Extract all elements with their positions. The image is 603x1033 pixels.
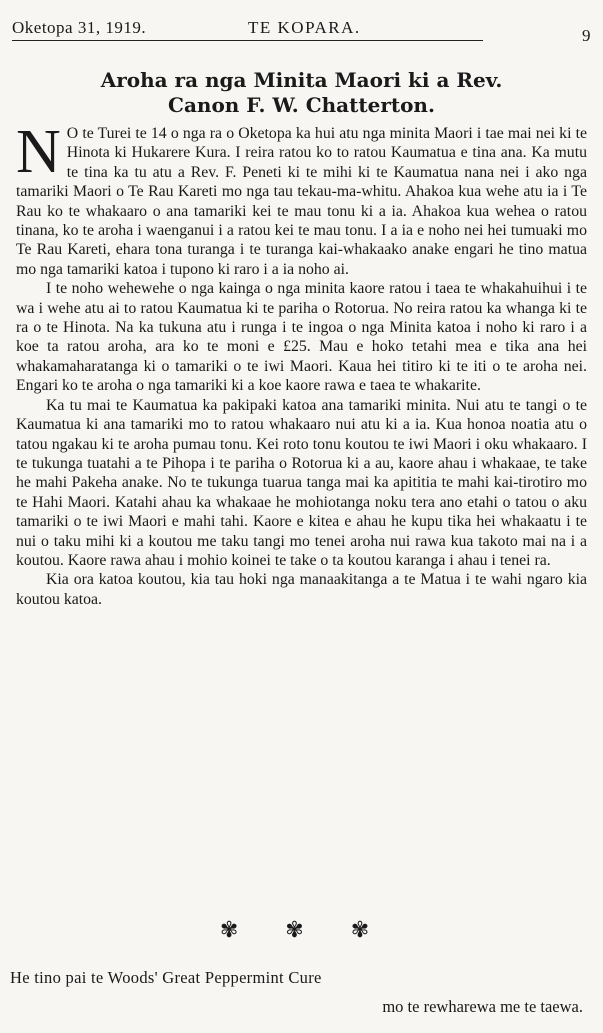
header-rule	[12, 40, 483, 41]
paragraph-1-text: O te Turei te 14 o nga ra o Oketopa ka hui atu nga minita Maori i tae mai nei ki te Hinota ki Hukarere Kura. I reira ratou ko to ratou Kaumatua e tina ana. Ka mutu te tina ka tu atu a Rev. F. Peneti ki te mihi ki te Kaumatua nana nei i ako nga tamariki Maori o Te Rau Kareti mo nga tau tekau-ma-whitu. Ahakoa kua wehe atu ia i Te Rau ko te whakaaro o ana tamariki kei te mau tonu ki a ia. Ahakoa kua wehea o ratou tinana, ko te aroha i waenganui i a ratou kei te mau tonu. I a ia e noho nei hei tumuaki mo Te Rau Kareti, ehara tona turanga i te turanga kai-whakaako anake engari he tino matua mo nga tamariki katoa i tupono ki raro i a ia noho ai.	[16, 125, 587, 278]
article-paragraph-3: Ka tu mai te Kaumatua ka pakipaki katoa ana tamariki minita. Nui atu te tangi o te Kaumatua ki ana tamariki mo to ratou whakaaro nui atu ki a ia. Kua honoa noatia atu o tatou ngakau ki te aroha pumau tonu. Kei roto tonu koutou te iwi Maori i oku whakaaro. I te tukunga tuatahi a te Pihopa i te pariha o Rotorua ki a au, kaore ahau i whakaae, te take he mahi Pakeha anake. No te tukunga tuarua tanga mai ka apititia te mahi kai-tirotiro mo te Hahi Maori. Katahi ahau ka whakaae he mohiotanga noku tera ano etahi o tatou o aku tamariki o te iwi Maori e mahi tahi. Kaore e kitea e ahau he kupu tika hei whakaatu i te nui o taku mihi ki a koutou me taku tangi mo tenei aroha nui rawa kua takoto mai na i a koutou. Kaore rawa ahau i mohio koinei te take o ta koutou karanga i ahau i tenei ra.	[16, 396, 587, 569]
article-headline	[30, 68, 573, 118]
advert-line-2: mo te rewharewa me te taewa.	[382, 997, 583, 1016]
ornament-flower-icon: ✾	[285, 918, 318, 943]
publication-title: TE KOPARA.	[248, 18, 361, 37]
page-number: 9	[582, 26, 591, 45]
issue-date: Oketopa 31, 1919.	[12, 18, 147, 37]
ornament-row	[0, 918, 603, 943]
page-header	[12, 14, 591, 45]
ornament-flower-icon: ✾	[219, 918, 253, 943]
advert-line-1: He tino pai te Woods' Great Peppermint Cure	[10, 968, 322, 987]
article-body	[16, 118, 587, 609]
article-paragraph-2: I te noho wehewehe o nga kainga o nga minita kaore ratou i taea te whakahuihui i te wa i wehe atu ai to ratou Kaumatua ki te pariha o Rotorua. No reira ratou ka whanga ki te ra o te Hinota. Na ka tukuna atu i runga i te ingoa o nga Minita katoa i noho ki raro i a koe ta ratou aroha, ara ko te moni e £25. Mau e hoko tetahi mea e tika ana hei whakamaharatanga ki o tamariki o te iwi Maori. Kaua hei titiro ki te iti o te aroha nei. Engari ko te aroha o nga tamariki ki a koe kaore rawa e taea te whakarite.	[16, 280, 587, 395]
drop-cap: N	[16, 118, 61, 186]
ornament-flower-icon: ✾	[350, 918, 384, 943]
article-paragraph-1	[16, 118, 587, 279]
headline-line-2: Canon F. W. Chatterton.	[168, 93, 435, 117]
article-paragraph-4: Kia ora katoa koutou, kia tau hoki nga manaakitanga a te Matua i te wahi ngaro kia koutou katoa.	[16, 571, 587, 608]
headline-line-1: Aroha ra nga Minita Maori ki a Rev.	[100, 68, 503, 92]
